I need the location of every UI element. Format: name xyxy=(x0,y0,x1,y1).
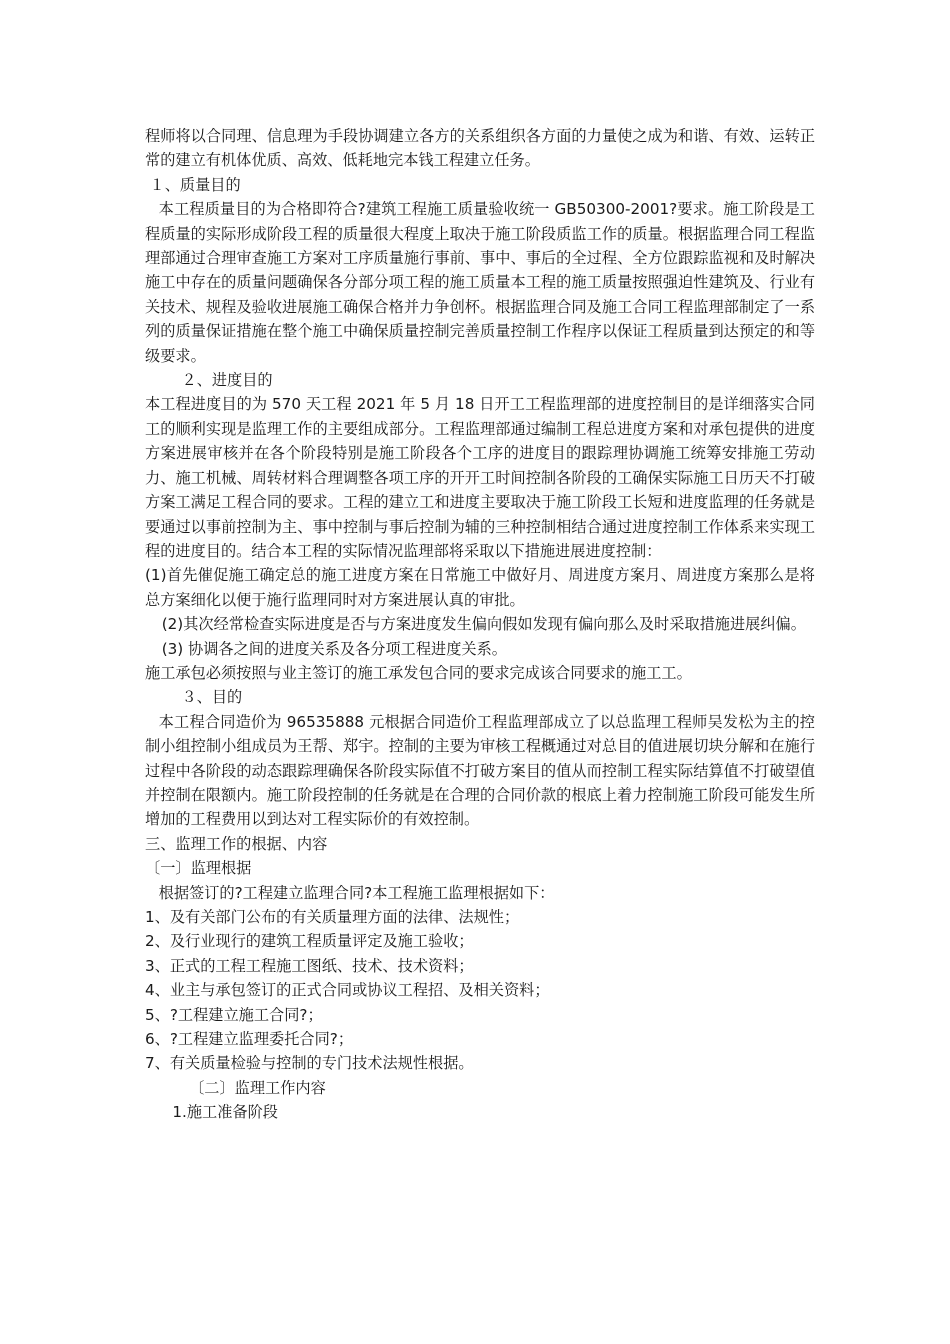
list-item: 7、有关质量检验与控制的专门技术法规性根据。 xyxy=(145,1054,474,1073)
list-item: 1、及有关部门公布的有关质量理方面的法律、法规性； xyxy=(145,908,520,926)
list-item: 3、正式的工程工程施工图纸、技术、技术资料； xyxy=(145,956,474,975)
section-heading: １、质量目的 xyxy=(149,175,241,194)
section-heading: 三、监理工作的根据、内容 xyxy=(145,834,328,853)
paragraph: 本工程合同造价为 96535888 元根据合同造价工程监理部成立了以总监理工程师吴发松为主的控制小组控制小组成员为王帮、郑宇。控制的主要为审核工程概通过对总目的值进展切块分解和在施行过程中各阶段的动态跟踪理确保各阶段实际值不打破方案目的值从而控制工程实际结算值不打破望值并控制在限额内。施工阶段控制的任务就是在合理的合同价款的根底上着力控制施工阶段可能发生所增加的工程费用以到达对工程实际价的有效控制。 xyxy=(145,712,815,829)
subsection-heading: 1.施工准备阶段 xyxy=(172,1103,278,1122)
section-heading: ２、进度目的 xyxy=(181,371,273,390)
paragraph: 施工承包必须按照与业主签订的施工承发包合同的要求完成该合同要求的施工工。 xyxy=(145,663,692,682)
list-item: 6、?工程建立监理委托合同?； xyxy=(145,1030,354,1049)
paragraph: 根据签订的?工程建立监理合同?本工程施工监理根据如下： xyxy=(158,883,555,902)
subsection-heading: 〔一〕监理根据 xyxy=(145,859,252,878)
paragraph: 本工程质量目的为合格即符合?建筑工程施工质量验收统一 GB50300-2001?要求。施工阶段是工程质量的实际形成阶段工程的质量很大程度上取决于施工阶段质监工作的质量。根据监理合同工程监理部通过合理审查施工方案对工序质量施行事前、事中、事后的全过程、全方位跟踪监视和及时解决施工中存在的质量问题确保各分部分项工程的施工质量本工程的施工质量按照强迫性建筑及、行业有关技术、规程及验收进展施工确保合格并力争创杯。根据监理合同及施工合同工程监理部制定了一系列的质量保证措施在整个施工中确保质量控制完善质量控制工作程序以保证工程质量到达预定的和等级要求。 xyxy=(145,200,815,365)
list-item: 4、业主与承包签订的正式合同或协议工程招、及相关资料； xyxy=(145,981,550,1000)
section-heading: ３、目的 xyxy=(181,688,243,707)
paragraph: 本工程进度目的为 570 天工程 2021 年 5 月 18 日开工工程监理部的进度控制目的是详细落实合同工的顺利实现是监理工作的主要组成部分。工程监理部通过编制工程总进度方案和对承包提供的进度方案进展审核并在各个阶段特别是施工阶段各个工序的进度目的跟踪理协调施工统筹安排施工劳动力、施工机械、周转材料合理调整各项工序的开开工时间控制各阶段的工确保实际施工日历天不打破方案工满足工程合同的要求。工程的建立工和进度主要取决于施工阶段工长短和进度监理的任务就是要通过以事前控制为主、事中控制与事后控制为辅的三种控制相结合通过进度控制工作体系来实现工程的进度目的。结合本工程的实际情况监理部将采取以下措施进展进度控制： xyxy=(145,395,815,560)
paragraph: 程师将以合同理、信息理为手段协调建立各方的关系组织各方面的力量使之成为和谐、有效、运转正常的建立有机体优质、高效、低耗地完本钱工程建立任务。 xyxy=(145,127,815,170)
list-item: 2、及行业现行的建筑工程质量评定及施工验收； xyxy=(145,932,474,951)
list-item: (2)其次经常检查实际进度是否与方案进度发生偏向假如发现有偏向那么及时采取措施进展纠偏。 xyxy=(161,615,806,634)
list-item: 5、?工程建立施工合同?； xyxy=(145,1005,323,1024)
list-item: (3) 协调各之间的进度关系及各分项工程进度关系。 xyxy=(161,639,507,658)
list-item: (1)首先催促施工确定总的施工进度方案在日常施工中做好月、周进度方案月、周进度方案那么是将总方案细化以便于施行监理同时对方案进展认真的审批。 xyxy=(145,566,815,609)
document-body xyxy=(145,124,815,1125)
subsection-heading: 〔二〕监理工作内容 xyxy=(189,1078,326,1097)
